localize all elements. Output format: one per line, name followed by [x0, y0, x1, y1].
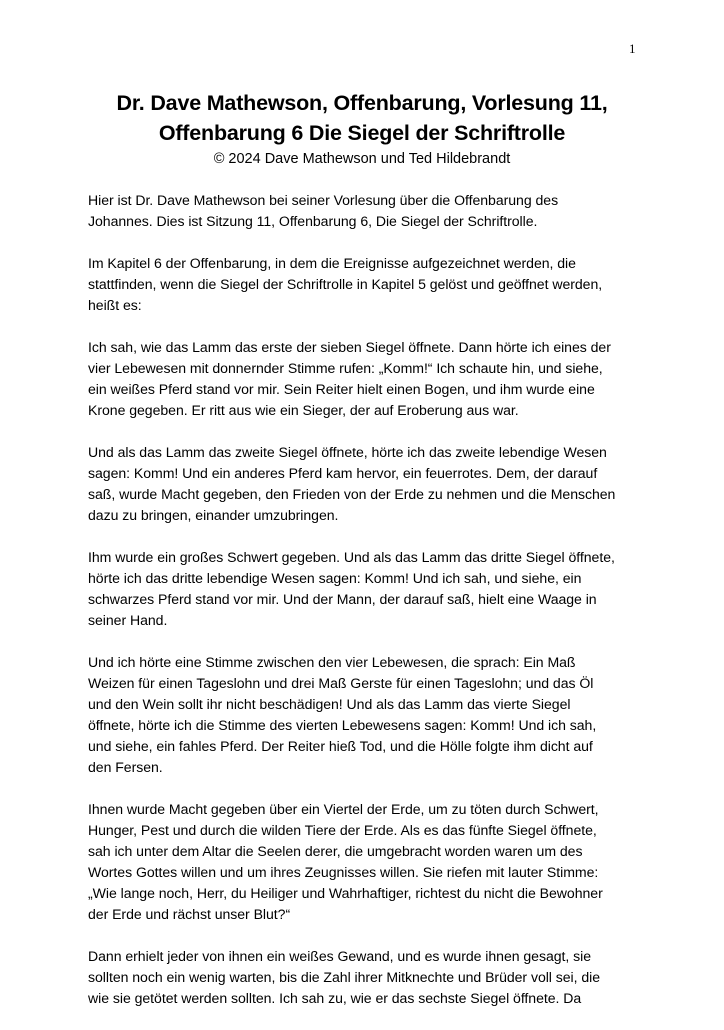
text-line: Ich sah, wie das Lamm das erste der sieben Siegel öffnete. Dann hörte ich eines der: [88, 339, 611, 355]
text-line: wie sie getötet werden sollten. Ich sah zu, wie er das sechste Siegel öffnete. Da: [88, 990, 582, 1006]
text-line: Ihm wurde ein großes Schwert gegeben. Und als das Lamm das dritte Siegel öffnete,: [88, 549, 615, 565]
paragraph: [88, 946, 658, 1009]
text-line: stattfinden, wenn die Siegel der Schriftrolle in Kapitel 5 gelöst und geöffnet werden,: [88, 276, 603, 292]
text-line: schwarzes Pferd stand vor mir. Und der Mann, der darauf saß, hielt eine Waage in: [88, 591, 597, 607]
text-line: Hier ist Dr. Dave Mathewson bei seiner Vorlesung über die Offenbarung des: [88, 192, 559, 208]
text-line: hörte ich das dritte lebendige Wesen sagen: Komm! Und ich sah, und siehe, ein: [88, 570, 582, 586]
text-line: und den Wein sollt ihr nicht beschädigen! Und als das Lamm das vierte Siegel: [88, 696, 571, 712]
paragraph: [88, 253, 658, 316]
body-text: [88, 190, 658, 1030]
text-line: vier Lebewesen mit donnernder Stimme rufen: „Komm!“ Ich schaute hin, und siehe,: [88, 360, 603, 376]
paragraph: [88, 190, 658, 232]
text-line: sagen: Komm! Und ein anderes Pferd kam hervor, ein feuerrotes. Dem, der darauf: [88, 465, 598, 481]
text-line: Wortes Gottes willen und um ihres Zeugnisses willen. Sie riefen mit lauter Stimme:: [88, 864, 599, 880]
text-line: heißt es:: [88, 297, 142, 313]
text-line: und siehe, ein fahles Pferd. Der Reiter hieß Tod, und die Hölle folgte ihm dicht auf: [88, 738, 593, 754]
paragraph: [88, 337, 658, 421]
title-line-1: Dr. Dave Mathewson, Offenbarung, Vorlesung 11,: [116, 91, 608, 115]
text-line: ein weißes Pferd stand vor mir. Sein Reiter hielt einen Bogen, und ihm wurde eine: [88, 381, 595, 397]
paragraph: [88, 547, 658, 631]
paragraph: [88, 652, 658, 778]
paragraph: [88, 442, 658, 526]
text-line: Und als das Lamm das zweite Siegel öffnete, hörte ich das zweite lebendige Wesen: [88, 444, 607, 460]
copyright-notice: © 2024 Dave Mathewson und Ted Hildebrandt: [213, 151, 511, 167]
text-line: saß, wurde Macht gegeben, den Frieden von der Erde zu nehmen und die Menschen: [88, 486, 616, 502]
text-line: dazu zu bringen, einander umzubringen.: [88, 507, 339, 523]
text-line: „Wie lange noch, Herr, du Heiliger und Wahrhaftiger, richtest du nicht die Bewohner: [88, 885, 603, 901]
text-line: der Erde und rächst unser Blut?“: [88, 906, 291, 922]
document-title: [60, 88, 664, 148]
text-line: Und ich hörte eine Stimme zwischen den vier Lebewesen, die sprach: Ein Maß: [88, 654, 576, 670]
text-line: Ihnen wurde Macht gegeben über ein Viertel der Erde, um zu töten durch Schwert,: [88, 801, 599, 817]
text-line: den Fersen.: [88, 759, 163, 775]
text-line: seiner Hand.: [88, 612, 168, 628]
text-line: Weizen für einen Tageslohn und drei Maß Gerste für einen Tageslohn; und das Öl: [88, 675, 594, 691]
text-line: Hunger, Pest und durch die wilden Tiere der Erde. Als es das fünfte Siegel öffnete,: [88, 822, 597, 838]
text-line: Krone gegeben. Er ritt aus wie ein Sieger, der auf Eroberung aus war.: [88, 402, 519, 418]
text-line: Johannes. Dies ist Sitzung 11, Offenbarung 6, Die Siegel der Schriftrolle.: [88, 213, 538, 229]
text-line: öffnete, hörte ich die Stimme des vierten Lebewesens sagen: Komm! Und ich sah,: [88, 717, 597, 733]
text-line: Im Kapitel 6 der Offenbarung, in dem die Ereignisse aufgezeichnet werden, die: [88, 255, 576, 271]
text-line: sah ich unter dem Altar die Seelen derer, die umgebracht worden waren um des: [88, 843, 583, 859]
text-line: sollten noch ein wenig warten, bis die Zahl ihrer Mitknechte und Brüder voll sei, die: [88, 969, 601, 985]
title-line-2: Offenbarung 6 Die Siegel der Schriftrolle: [158, 121, 566, 145]
page-number: 1: [629, 41, 636, 56]
text-line: Dann erhielt jeder von ihnen ein weißes Gewand, und es wurde ihnen gesagt, sie: [88, 948, 592, 964]
paragraph: [88, 799, 658, 925]
